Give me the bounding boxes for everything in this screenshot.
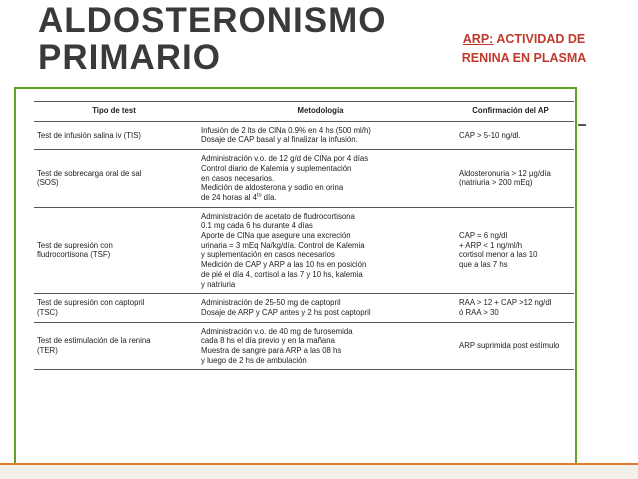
cell-methodology bbox=[194, 294, 447, 322]
cell-line: Infusión de 2 lts de ClNa 0.9% en 4 hs (500 ml/h) bbox=[201, 125, 371, 135]
cell-test-type bbox=[34, 150, 194, 208]
cell-line: Dosaje de CAP basal y al finalizar la infusión. bbox=[201, 135, 358, 145]
table-row-tsf bbox=[34, 207, 574, 294]
cell-line: Medición de CAP y ARP a las 10 hs en posición bbox=[201, 260, 367, 270]
cell-test-type bbox=[34, 322, 194, 370]
cell-test-type bbox=[34, 207, 194, 294]
cell-line: cortisol menor a las 10 bbox=[459, 250, 538, 260]
header-tipo-de-test: Tipo de test bbox=[34, 102, 194, 122]
cell-line: y suplementación en casos necesarios bbox=[201, 250, 335, 260]
cell-line: Test de supresión con bbox=[37, 240, 113, 250]
subtitle-line-2: RENINA EN PLASMA bbox=[461, 51, 587, 65]
cell-line: CAP = 6 ng/dl bbox=[459, 231, 508, 241]
cell-line: urinaria = 3 mEq Na/kg/día. Control de Kalemia bbox=[201, 240, 365, 250]
cell-line: cada 8 hs el día previo y en la mañana bbox=[201, 336, 335, 346]
cell-line: + ARP < 1 ng/ml/h bbox=[459, 240, 523, 250]
cell-confirmation bbox=[447, 207, 574, 294]
cell-line: Muestra de sangre para ARP a las 08 hs bbox=[201, 346, 342, 356]
cell-methodology bbox=[194, 150, 447, 208]
cell-line: Administración v.o. de 12 g/d de ClNa por 4 días bbox=[201, 154, 369, 164]
cell-line-with-superscript bbox=[201, 193, 444, 203]
cell-line: de pié el día 4, cortisol a las 7 y 10 hs, kalemia bbox=[201, 269, 363, 279]
cell-line: (natriuria > 200 mEq) bbox=[459, 178, 533, 188]
cell-line: Test de infusión salina iv (TIS) bbox=[37, 130, 142, 140]
cell-test-type bbox=[34, 121, 194, 149]
cell-line: 0.1 mg cada 6 hs durante 4 días bbox=[201, 221, 313, 231]
cell-line: fludrocortisona (TSF) bbox=[37, 250, 111, 260]
cell-line: Test de sobrecarga oral de sal bbox=[37, 168, 142, 178]
cell-methodology bbox=[194, 207, 447, 294]
cell-line: Aldosteronuria > 12 μg/día bbox=[459, 168, 551, 178]
cell-line: (SOS) bbox=[37, 178, 59, 188]
cell-line: que a las 7 hs bbox=[459, 260, 508, 270]
cell-confirmation bbox=[447, 121, 574, 149]
slide-subtitle bbox=[424, 30, 624, 68]
table-row-ter bbox=[34, 322, 574, 370]
cell-methodology bbox=[194, 322, 447, 370]
decorative-dash bbox=[578, 124, 586, 126]
cell-line: y natriuria bbox=[201, 279, 236, 289]
cell-line: Test de supresión con captopril bbox=[37, 298, 145, 308]
table-image-frame bbox=[14, 87, 577, 465]
cell-line: Dosaje de ARP y CAP antes y 2 hs post captopril bbox=[201, 307, 371, 317]
cell-line: Administración v.o. de 40 mg de furosemida bbox=[201, 326, 353, 336]
cell-text-tail: día. bbox=[261, 192, 277, 202]
cell-confirmation bbox=[447, 322, 574, 370]
subtitle-text: ACTIVIDAD DE bbox=[493, 32, 586, 46]
cell-line: y luego de 2 hs de ambulación bbox=[201, 355, 307, 365]
cell-line: Control diario de Kalemia y suplementación bbox=[201, 163, 352, 173]
slide-title-line-1: ALDOSTERONISMO bbox=[38, 1, 387, 40]
slide-title-line-2: PRIMARIO bbox=[38, 38, 221, 77]
table-row-sos bbox=[34, 150, 574, 208]
cell-line: Aporte de ClNa que asegure una excreción bbox=[201, 231, 351, 241]
cell-line: Administración de acetato de fludrocortisona bbox=[201, 211, 355, 221]
cell-line: ó RAA > 30 bbox=[459, 307, 499, 317]
cell-test-type bbox=[34, 294, 194, 322]
table-row-tsc bbox=[34, 294, 574, 322]
cell-confirmation bbox=[447, 150, 574, 208]
cell-line: (TER) bbox=[37, 346, 58, 356]
cell-line: RAA > 12 + CAP >12 ng/dl bbox=[459, 298, 552, 308]
cell-line: Administración de 25-50 mg de captopril bbox=[201, 298, 341, 308]
cell-line: ARP suprimida post estímulo bbox=[459, 341, 560, 351]
cell-line: Medición de aldosterona y sodio en orina bbox=[201, 183, 344, 193]
cell-line: en casos necesarios. bbox=[201, 173, 275, 183]
tests-table bbox=[34, 101, 574, 370]
subtitle-abbreviation: ARP: bbox=[462, 32, 494, 46]
cell-methodology bbox=[194, 121, 447, 149]
cell-line: Test de estimulación de la renina bbox=[37, 336, 151, 346]
header-confirmacion: Confirmación del AP bbox=[447, 102, 574, 122]
slide-title bbox=[38, 2, 386, 76]
ordinal-superscript: to bbox=[256, 192, 262, 199]
cell-confirmation bbox=[447, 294, 574, 322]
bottom-accent-bar bbox=[0, 465, 638, 479]
cell-line: (TSC) bbox=[37, 307, 58, 317]
cell-text: de 24 horas al 4 bbox=[201, 192, 257, 202]
table-header-row bbox=[34, 102, 574, 122]
header-metodologia: Metodología bbox=[194, 102, 447, 122]
table-row-tis bbox=[34, 121, 574, 149]
cell-line: CAP > 5-10 ng/dl. bbox=[459, 130, 521, 140]
